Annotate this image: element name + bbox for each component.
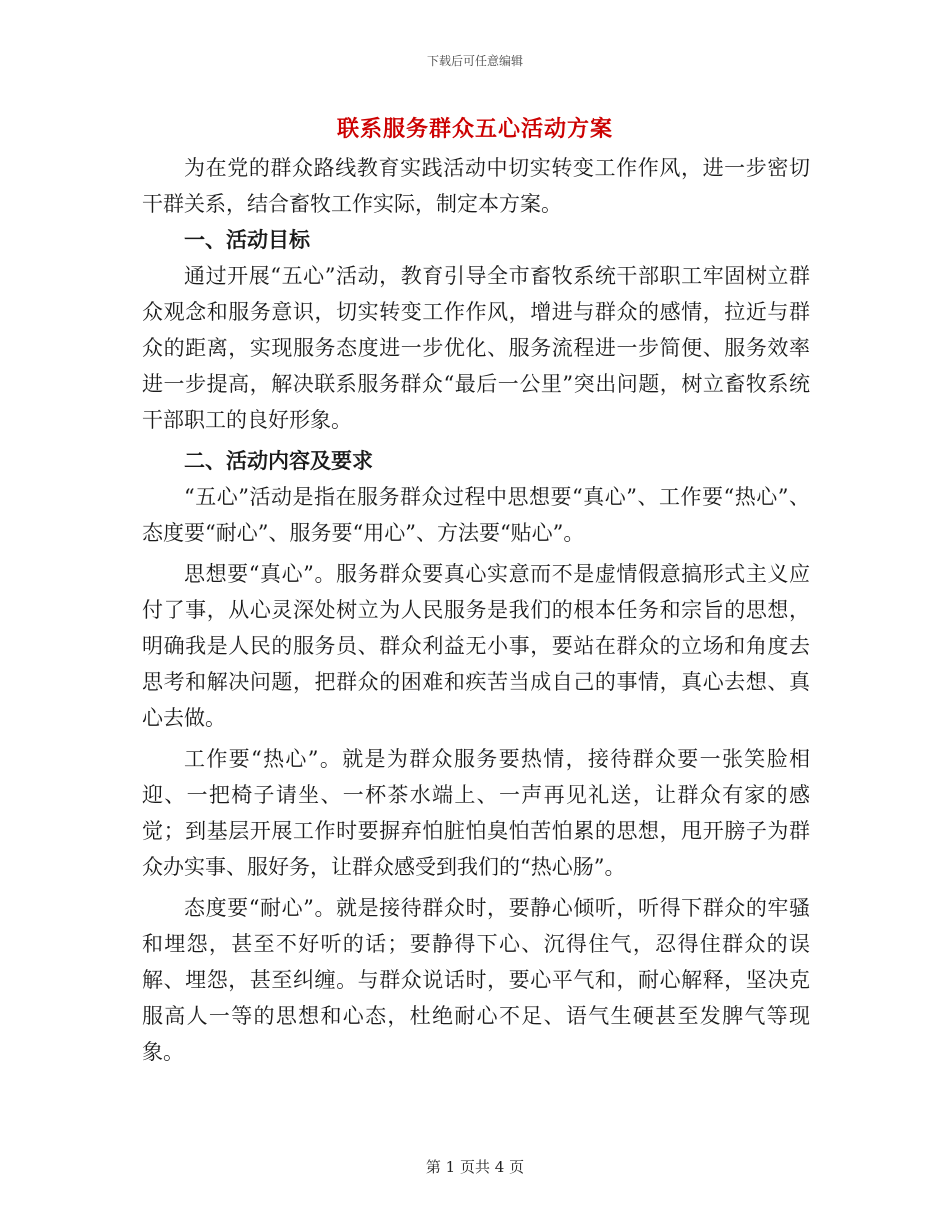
content-paragraph-warm: 工作要“热心”。就是为群众服务要热情，接待群众要一张笑脸相迎、一把椅子请坐、一杯茶水端上、一声再见礼送，让群众有家的感觉；到基层开展工作时要摒弃怕脏怕臭怕苦怕累的思想，甩开膀子为群众办实事、服好务，让群众感受到我们的“热心肠”。 <box>142 747 810 879</box>
section-heading-goals: 一、活动目标 <box>184 228 310 252</box>
goals-paragraph: 通过开展“五心”活动，教育引导全市畜牧系统干部职工牢固树立群众观念和服务意识，切实转变工作作风，增进与群众的感情，拉近与群众的距离，实现服务态度进一步优化、服务流程进一步简便、服务效率进一步提高，解决联系服务群众“最后一公里”突出问题，树立畜牧系统干部职工的良好形象。 <box>142 264 810 432</box>
intro-paragraph: 为在党的群众路线教育实践活动中切实转变工作作风，进一步密切干群关系，结合畜牧工作实际，制定本方案。 <box>142 156 810 216</box>
section-heading-content: 二、活动内容及要求 <box>184 449 373 473</box>
page-footer: 第 1 页共 4 页 <box>425 1158 525 1176</box>
document-title: 联系服务群众五心活动方案 <box>336 116 613 142</box>
document-body <box>142 150 810 1070</box>
header-note: 下载后可任意编辑 <box>426 54 523 68</box>
content-paragraph-sincere: 思想要“真心”。服务群众要真心实意而不是虚情假意搞形式主义应付了事，从心灵深处树立为人民服务是我们的根本任务和宗旨的思想，明确我是人民的服务员、群众利益无小事，要站在群众的立场和角度去思考和解决问题，把群众的困难和疾苦当成自己的事情，真心去想、真心去做。 <box>142 562 810 730</box>
content-paragraph-five-hearts: “五心”活动是指在服务群众过程中思想要“真心”、工作要“热心”、态度要“耐心”、服务要“用心”、方法要“贴心”。 <box>142 485 810 545</box>
content-paragraph-patient: 态度要“耐心”。就是接待群众时，要静心倾听，听得下群众的牢骚和埋怨，甚至不好听的话；要静得下心、沉得住气，忍得住群众的误解、埋怨，甚至纠缠。与群众说话时，要心平气和，耐心解释，坚决克服高人一等的思想和心态，杜绝耐心不足、语气生硬甚至发脾气等现象。 <box>142 896 810 1064</box>
